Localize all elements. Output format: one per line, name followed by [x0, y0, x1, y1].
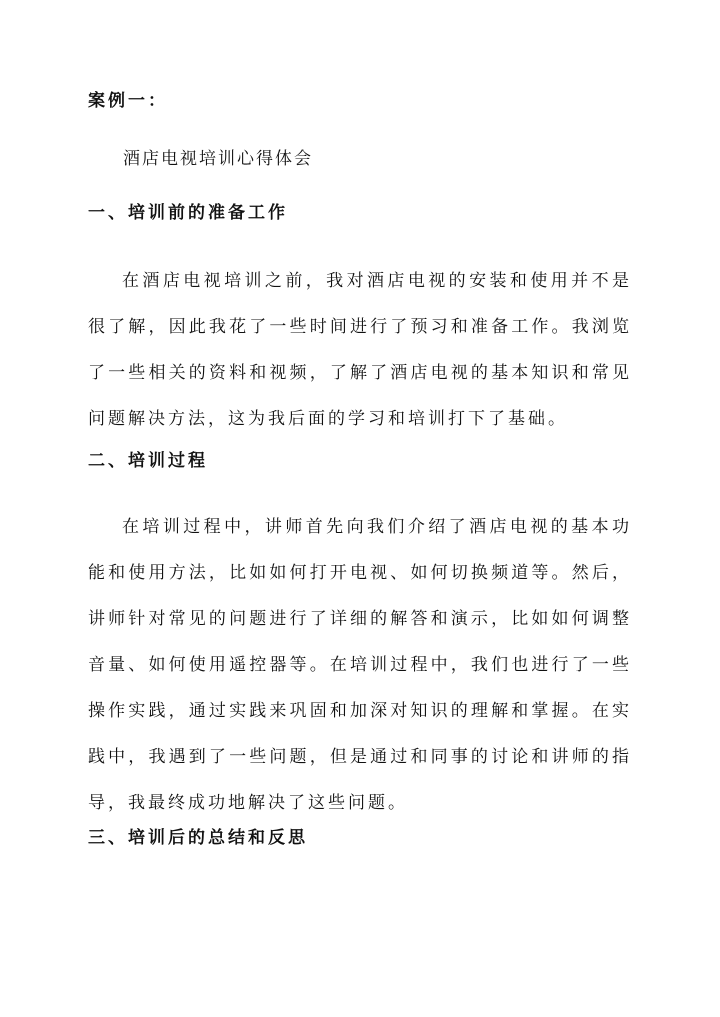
case-label-heading: 案例一： [88, 91, 168, 111]
section-heading-preparation: 一、培训前的准备工作 [88, 203, 288, 223]
document-subtitle: 酒店电视培训心得体会 [123, 149, 313, 169]
section-paragraph-preparation: 在酒店电视培训之前，我对酒店电视的安装和使用并不是很了解，因此我花了一些时间进行了预习和准备工作。我浏览了一些相关的资料和视频，了解了酒店电视的基本知识和常见问题解决方法，这为我后面的学习和培训打下了基础。 [88, 271, 632, 429]
section-heading-training-process: 二、培训过程 [88, 451, 208, 471]
section-heading-summary-reflection: 三、培训后的总结和反思 [88, 828, 308, 848]
section-paragraph-training-process: 在培训过程中，讲师首先向我们介绍了酒店电视的基本功能和使用方法，比如如何打开电视、如何切换频道等。然后，讲师针对常见的问题进行了详细的解答和演示，比如如何调整音量、如何使用遥控器等。在培训过程中，我们也进行了一些操作实践，通过实践来巩固和加深对知识的理解和掌握。在实践中，我遇到了一些问题，但是通过和同事的讨论和讲师的指导，我最终成功地解决了这些问题。 [88, 517, 632, 813]
